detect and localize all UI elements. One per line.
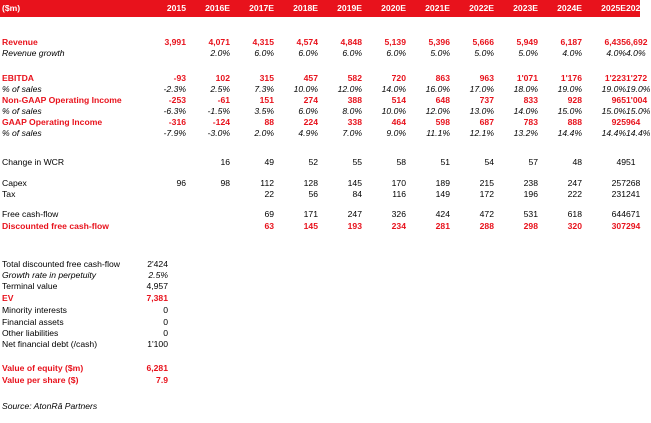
table-cell: 51 (626, 157, 636, 167)
table-cell: 2.0% (254, 128, 274, 138)
table-cell: 2.0% (210, 48, 230, 58)
year-header: 2021E (425, 3, 450, 13)
table-row-dfcf (0, 221, 640, 232)
table-cell: 52 (308, 157, 318, 167)
table-cell: 13.2% (513, 128, 538, 138)
valuation-value: 0 (163, 305, 168, 315)
table-cell: 247 (347, 209, 362, 219)
table-header (0, 0, 651, 17)
table-cell: -124 (212, 117, 230, 127)
table-cell: -61 (217, 95, 230, 105)
valuation-value: 4,957 (146, 281, 168, 291)
table-cell: 247 (567, 178, 582, 188)
table-cell: 472 (479, 209, 494, 219)
row-label: Revenue growth (2, 48, 65, 58)
table-cell: 18.0% (513, 84, 538, 94)
table-cell: 6.0% (342, 48, 362, 58)
table-cell: -316 (168, 117, 186, 127)
year-header: 2026E (626, 3, 651, 13)
table-cell: 224 (303, 117, 318, 127)
table-cell: 16.0% (425, 84, 450, 94)
row-label: Revenue (2, 37, 38, 47)
valuation-row (0, 281, 640, 292)
table-cell: 14.4% (626, 128, 651, 138)
table-cell: -7.9% (163, 128, 186, 138)
table-cell: 1'176 (560, 73, 582, 83)
valuation-value: 6,281 (146, 363, 168, 373)
unit-label: ($m) (2, 3, 21, 13)
table-cell: 298 (523, 221, 538, 231)
valuation-label: EV (2, 293, 14, 303)
table-cell: 833 (523, 95, 538, 105)
table-cell: 9.0% (386, 128, 406, 138)
table-cell: 16 (220, 157, 230, 167)
table-cell: 6,435 (604, 37, 626, 47)
table-row-nongaap (0, 95, 648, 106)
table-cell: 307 (611, 221, 626, 231)
table-cell: 648 (435, 95, 450, 105)
valuation-value: 7,381 (146, 293, 168, 303)
year-header: 2025E (601, 3, 626, 13)
valuation-label: Net financial debt (/cash) (2, 339, 98, 349)
table-cell: 55 (352, 157, 362, 167)
table-cell: 14.4% (601, 128, 626, 138)
table-cell: 720 (391, 73, 406, 83)
table-cell: 965 (611, 95, 626, 105)
table-cell: 96 (176, 178, 186, 188)
table-cell: 388 (347, 95, 362, 105)
valuation-label: Value per share ($) (2, 375, 79, 385)
table-cell: 338 (347, 117, 362, 127)
table-cell: 222 (567, 189, 582, 199)
table-cell: 1'004 (626, 95, 648, 105)
table-cell: 1'223 (604, 73, 626, 83)
table-cell: 15.0% (601, 106, 626, 116)
table-cell: 4.0% (626, 48, 646, 58)
table-cell: 464 (391, 117, 406, 127)
valuation-value: 1'100 (147, 339, 168, 349)
table-cell: 925 (611, 117, 626, 127)
valuation-row (0, 270, 640, 281)
table-row-tax (0, 189, 640, 200)
table-cell: 49 (264, 157, 274, 167)
table-cell: 2.5% (210, 84, 230, 94)
table-cell: 19.0% (601, 84, 626, 94)
table-cell: -3.0% (207, 128, 230, 138)
table-cell: 15.0% (557, 106, 582, 116)
valuation-label: Minority interests (2, 305, 67, 315)
table-cell: 54 (484, 157, 494, 167)
table-cell: 4,574 (296, 37, 318, 47)
row-label: % of sales (2, 106, 42, 116)
table-cell: 268 (626, 178, 641, 188)
table-cell: 3,991 (164, 37, 186, 47)
valuation-value: 7.9 (156, 375, 168, 385)
table-cell: 964 (626, 117, 641, 127)
row-label: EBITDA (2, 73, 34, 83)
valuation-value: 2'424 (147, 259, 168, 269)
row-label: Change in WCR (2, 157, 65, 167)
table-cell: 320 (567, 221, 582, 231)
table-row-ebitda_pct (0, 84, 651, 95)
table-cell: 49 (616, 157, 626, 167)
valuation-value: 0 (163, 317, 168, 327)
table-cell: 457 (303, 73, 318, 83)
valuation-label: Total discounted free cash-flow (2, 259, 120, 269)
table-row-revenue (0, 37, 648, 48)
table-cell: 294 (626, 221, 641, 231)
row-label: Discounted free cash-flow (2, 221, 109, 231)
table-cell: 112 (260, 178, 274, 188)
table-cell: 888 (567, 117, 582, 127)
table-cell: 171 (303, 209, 318, 219)
table-cell: 51 (440, 157, 450, 167)
table-cell: 128 (303, 178, 318, 188)
valuation-row (0, 328, 640, 339)
year-header: 2022E (469, 3, 494, 13)
table-row-gaap_pct (0, 128, 651, 139)
table-cell: 116 (392, 189, 406, 199)
table-cell: 13.0% (469, 106, 494, 116)
table-row-revenue_growth (0, 48, 646, 59)
table-cell: 17.0% (469, 84, 494, 94)
table-cell: 98 (220, 178, 230, 188)
valuation-value: 2.5% (148, 270, 168, 280)
table-cell: 5,949 (516, 37, 538, 47)
table-cell: 963 (479, 73, 494, 83)
table-row-capex (0, 178, 640, 189)
table-row-nongaap_pct (0, 106, 651, 117)
table-cell: 288 (479, 221, 494, 231)
table-cell: 4,315 (252, 37, 274, 47)
table-cell: 5,396 (428, 37, 450, 47)
table-cell: 231 (611, 189, 626, 199)
table-cell: 8.0% (342, 106, 362, 116)
valuation-row (0, 339, 640, 350)
table-cell: 671 (626, 209, 641, 219)
table-row-fcf (0, 209, 640, 220)
table-cell: 6,692 (626, 37, 648, 47)
table-cell: 7.3% (254, 84, 274, 94)
table-cell: 241 (626, 189, 641, 199)
table-cell: -1.5% (207, 106, 230, 116)
valuation-row (0, 293, 640, 304)
table-cell: 189 (435, 178, 450, 188)
table-cell: 5.0% (474, 48, 494, 58)
valuation-label: Terminal value (2, 281, 58, 291)
table-cell: 57 (528, 157, 538, 167)
table-cell: 12.0% (337, 84, 362, 94)
table-cell: 19.0% (626, 84, 651, 94)
table-cell: 6.0% (254, 48, 274, 58)
valuation-label: Growth rate in perpetuity (2, 270, 97, 280)
year-header: 2019E (337, 3, 362, 13)
table-cell: 63 (264, 221, 274, 231)
table-cell: -253 (168, 95, 186, 105)
table-cell: 257 (611, 178, 626, 188)
table-cell: 531 (523, 209, 538, 219)
table-cell: 102 (215, 73, 230, 83)
table-cell: 928 (567, 95, 582, 105)
table-cell: 274 (303, 95, 318, 105)
table-cell: 234 (391, 221, 406, 231)
table-cell: 48 (572, 157, 582, 167)
table-cell: 4,848 (340, 37, 362, 47)
table-cell: 88 (264, 117, 274, 127)
valuation-row (0, 375, 640, 386)
table-cell: 10.0% (381, 106, 406, 116)
year-header: 2017E (249, 3, 274, 13)
table-cell: 6.0% (386, 48, 406, 58)
table-cell: 14.0% (513, 106, 538, 116)
valuation-label: Other liabilities (2, 328, 59, 338)
table-cell: 737 (479, 95, 494, 105)
table-cell: 238 (523, 178, 538, 188)
table-cell: 582 (347, 73, 362, 83)
valuation-row (0, 317, 640, 328)
valuation-value: 0 (163, 328, 168, 338)
table-cell: 145 (303, 221, 318, 231)
year-header: 2020E (381, 3, 406, 13)
table-cell: 598 (435, 117, 450, 127)
table-cell: 5,139 (384, 37, 406, 47)
table-cell: 783 (523, 117, 538, 127)
row-label: Capex (2, 178, 27, 188)
table-cell: 151 (259, 95, 274, 105)
table-cell: 6,187 (560, 37, 582, 47)
year-header: 2015 (166, 3, 186, 13)
year-header: 2024E (557, 3, 582, 13)
table-cell: 19.0% (557, 84, 582, 94)
table-cell: 56 (308, 189, 318, 199)
table-cell: 69 (264, 209, 274, 219)
table-cell: 14.0% (381, 84, 406, 94)
table-cell: 3.5% (254, 106, 274, 116)
source-note: Source: AtonRâ Partners (2, 401, 98, 411)
table-cell: 58 (396, 157, 406, 167)
table-cell: 1'272 (626, 73, 648, 83)
table-cell: 618 (567, 209, 582, 219)
table-cell: 315 (259, 73, 274, 83)
table-cell: -6.3% (163, 106, 186, 116)
table-cell: 4.0% (606, 48, 626, 58)
table-cell: 644 (611, 209, 626, 219)
valuation-label: Financial assets (2, 317, 64, 327)
table-cell: 326 (391, 209, 406, 219)
table-cell: 172 (479, 189, 494, 199)
table-cell: 5.0% (430, 48, 450, 58)
table-cell: -93 (173, 73, 186, 83)
table-row-gaap (0, 117, 640, 128)
table-cell: 424 (435, 209, 450, 219)
table-cell: 4.0% (562, 48, 582, 58)
table-cell: 12.1% (469, 128, 494, 138)
table-cell: 514 (391, 95, 406, 105)
table-row-wcr (0, 157, 640, 168)
table-cell: 215 (479, 178, 494, 188)
table-cell: -2.3% (163, 84, 186, 94)
table-cell: 6.0% (298, 106, 318, 116)
row-label: GAAP Operating Income (2, 117, 103, 127)
valuation-row (0, 363, 640, 374)
valuation-row (0, 259, 640, 270)
table-cell: 149 (435, 189, 450, 199)
row-label: % of sales (2, 128, 42, 138)
table-cell: 193 (347, 221, 362, 231)
year-header: 2016E (205, 3, 230, 13)
table-cell: 4.9% (298, 128, 318, 138)
table-cell: 1'071 (516, 73, 538, 83)
table-cell: 281 (435, 221, 450, 231)
table-cell: 15.0% (626, 106, 651, 116)
table-cell: 7.0% (342, 128, 362, 138)
table-cell: 863 (435, 73, 450, 83)
row-label: Free cash-flow (2, 209, 59, 219)
table-row-ebitda (0, 73, 648, 84)
table-cell: 10.0% (293, 84, 318, 94)
table-cell: 196 (523, 189, 538, 199)
table-cell: 84 (352, 189, 362, 199)
table-cell: 5,666 (472, 37, 494, 47)
table-cell: 687 (479, 117, 494, 127)
year-header: 2023E (513, 3, 538, 13)
valuation-label: Value of equity ($m) (2, 363, 84, 373)
row-label: % of sales (2, 84, 42, 94)
table-cell: 12.0% (425, 106, 450, 116)
table-cell: 6.0% (298, 48, 318, 58)
row-label: Non-GAAP Operating Income (2, 95, 122, 105)
table-cell: 170 (391, 178, 406, 188)
table-cell: 11.1% (426, 128, 450, 138)
valuation-row (0, 305, 640, 316)
table-cell: 4,071 (208, 37, 230, 47)
table-cell: 14.4% (557, 128, 582, 138)
row-label: Tax (2, 189, 16, 199)
table-cell: 5.0% (518, 48, 538, 58)
table-cell: 22 (264, 189, 274, 199)
year-header: 2018E (293, 3, 318, 13)
table-cell: 145 (347, 178, 362, 188)
